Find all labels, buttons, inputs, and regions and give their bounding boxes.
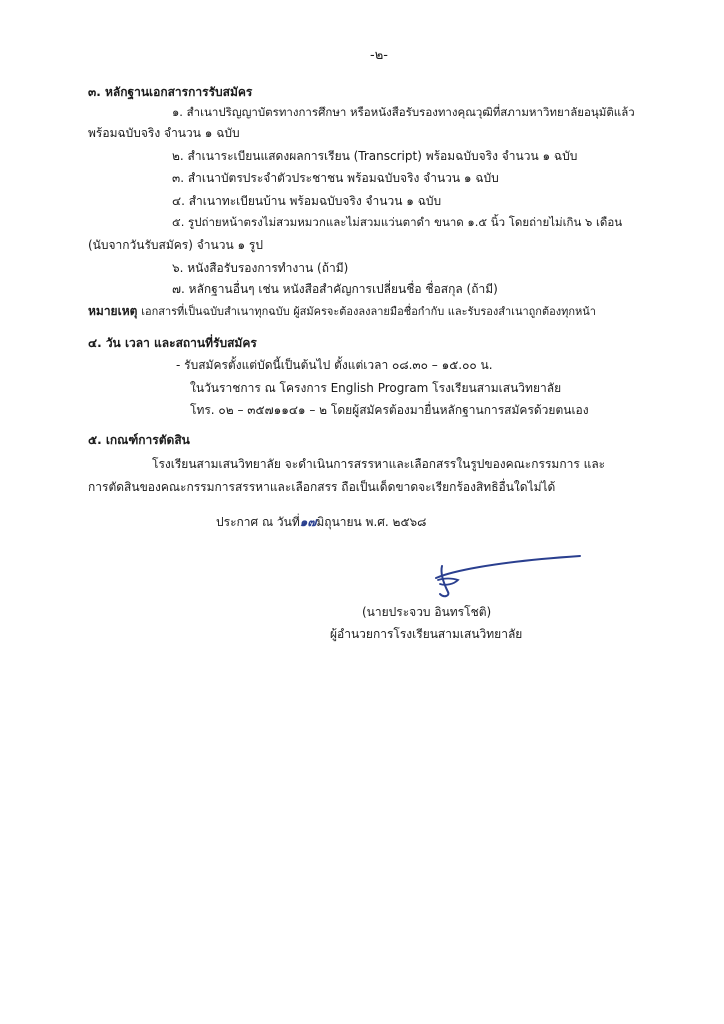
announcement-month-year: มิถุนายน พ.ศ. ๒๕๖๘ (316, 515, 427, 529)
signature-image (430, 548, 590, 604)
section3-heading: ๓. หลักฐานเอกสารการรับสมัคร (88, 85, 253, 99)
section5-line1: โรงเรียนสามเสนวิทยาลัย จะดำเนินการสรรหาและเลือกสรรในรูปของคณะกรรมการ และ (152, 457, 606, 471)
section5-line2: การตัดสินของคณะกรรมการสรรหาและเลือกสรร ถือเป็นเด็ดขาดจะเรียกร้องสิทธิอื่นใดไม่ได้ (88, 480, 556, 494)
section3-item3: ๓. สำเนาบัตรประจำตัวประชาชน พร้อมฉบับจริง จำนวน ๑ ฉบับ (172, 171, 499, 185)
section3-item5-line2: (นับจากวันรับสมัคร) จำนวน ๑ รูป (88, 238, 263, 252)
section3-note (88, 303, 596, 320)
section3-item2: ๒. สำเนาระเบียนแสดงผลการเรียน (Transcript) พร้อมฉบับจริง จำนวน ๑ ฉบับ (172, 149, 578, 163)
section4-heading: ๔. วัน เวลา และสถานที่รับสมัคร (88, 336, 257, 350)
section3-item1-line2: พร้อมฉบับจริง จำนวน ๑ ฉบับ (88, 126, 240, 140)
section4-line3: โทร. ๐๒ – ๓๕๗๑๑๔๑ – ๒ โดยผู้สมัครต้องมายื่นหลักฐานการสมัครด้วยตนเอง (190, 403, 589, 417)
announcement-day: ๑๗ (299, 515, 317, 529)
section3-item7: ๗. หลักฐานอื่นๆ เช่น หนังสือสำคัญการเปลี่ยนชื่อ ชื่อสกุล (ถ้ามี) (172, 282, 498, 296)
note-label: หมายเหตุ (88, 304, 138, 318)
announcement-date (216, 514, 426, 530)
section5-heading: ๕. เกณฑ์การตัดสิน (88, 433, 190, 447)
section3-item5-line1: ๕. รูปถ่ายหน้าตรงไม่สวมหมวกและไม่สวมแว่นตาดำ ขนาด ๑.๕ นิ้ว โดยถ่ายไม่เกิน ๖ เดือน (172, 215, 623, 229)
page-number: -๒- (370, 48, 388, 63)
section4-line1: - รับสมัครตั้งแต่บัดนี้เป็นต้นไป ตั้งแต่เวลา ๐๘.๓๐ – ๑๕.๐๐ น. (176, 358, 493, 372)
announcement-prefix: ประกาศ ณ วันที่ (216, 515, 300, 529)
section4-line2: ในวันราชการ ณ โครงการ English Program โรงเรียนสามเสนวิทยาลัย (190, 381, 562, 395)
section3-item4: ๔. สำเนาทะเบียนบ้าน พร้อมฉบับจริง จำนวน ๑ ฉบับ (172, 194, 442, 208)
section3-item6: ๖. หนังสือรับรองการทำงาน (ถ้ามี) (172, 261, 349, 275)
signatory-name: (นายประจวบ อินทรโชติ) (362, 605, 492, 619)
note-text: เอกสารที่เป็นฉบับสำเนาทุกฉบับ ผู้สมัครจะต้องลงลายมือชื่อกำกับ และรับรองสำเนาถูกต้องทุกหน้า (141, 305, 596, 318)
signatory-position: ผู้อำนวยการโรงเรียนสามเสนวิทยาลัย (330, 627, 523, 641)
section3-item1-line1: ๑. สำเนาปริญญาบัตรทางการศึกษา หรือหนังสือรับรองทางคุณวุฒิที่สภามหาวิทยาลัยอนุมัติแล้ว (172, 105, 635, 119)
